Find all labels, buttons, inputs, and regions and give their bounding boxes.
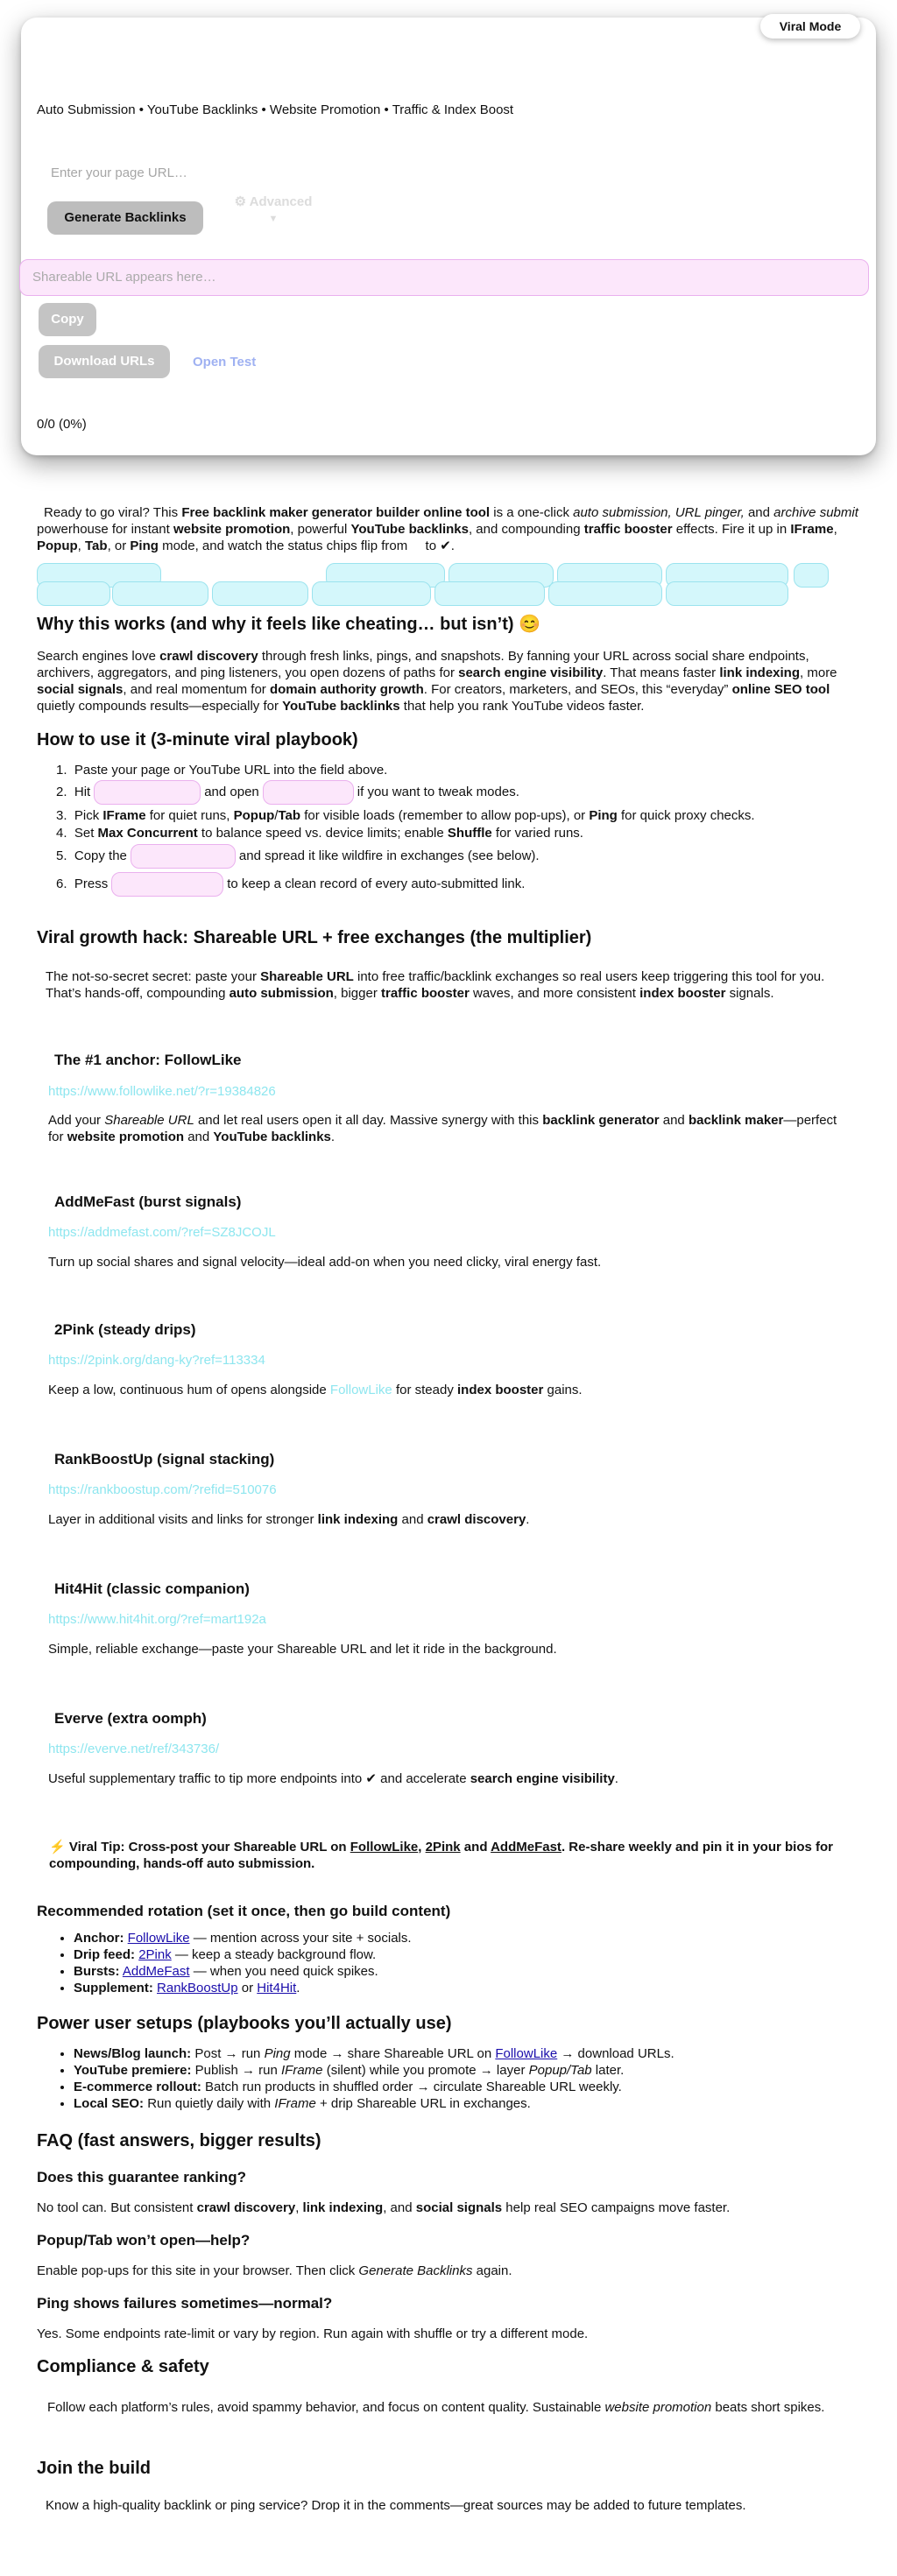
power-heading: Power user setups (playbooks you’ll actually use)	[37, 2014, 452, 2033]
status-chip	[312, 581, 431, 606]
exchange-description: Layer in additional visits and links for stronger link indexing and crawl discovery.	[48, 1512, 530, 1527]
generate-chip[interactable]	[94, 780, 201, 805]
status-chip	[212, 581, 308, 606]
list-item: • YouTube premiere: Publish → run IFrame (silent) while you promote → layer Popup/Tab later.	[74, 2062, 675, 2079]
power-list	[74, 2045, 675, 2112]
faq-question: Ping shows failures sometimes—normal?	[37, 2295, 333, 2312]
growth-heading: Viral growth hack: Shareable URL + free exchanges (the multiplier)	[37, 928, 592, 947]
why-heading: Why this works (and why it feels like cheating… but isn’t) 😊	[37, 615, 540, 634]
intro-paragraph: Ready to go viral? This Free backlink maker generator builder online tool is a one-click auto submission, URL pinger, and archive submit powerhouse for instant website promotion, powerful YouTube backlinks, and compounding traffic booster effects. Fire it up in IFrame, Popup, Tab, or Ping mode, and watch the status chips flip from to ✔.	[37, 505, 858, 553]
exchange-title: Everve (extra oomph)	[54, 1710, 207, 1727]
download-chip[interactable]	[111, 872, 223, 897]
progress-counter: 0/0 (0%)	[37, 417, 87, 432]
exchange-description: Keep a low, continuous hum of opens alongside FollowLike for steady index booster gains.	[48, 1383, 583, 1397]
open-test-link[interactable]: Open Test	[193, 355, 257, 370]
howto-step: 6. Press to keep a clean record of every auto-submitted link.	[56, 870, 871, 898]
status-chip	[112, 581, 208, 606]
exchange-description: Add your Shareable URL and let real users open it all day. Massive synergy with this backlink generator and backlink maker—perfect for website promotion and YouTube backlinks.	[48, 1113, 837, 1144]
howto-heading: How to use it (3-minute viral playbook)	[37, 730, 358, 750]
list-item: • News/Blog launch: Post → run Ping mode → share Shareable URL on FollowLike → download URLs.	[74, 2045, 675, 2062]
exchange-link[interactable]: https://everve.net/ref/343736/	[48, 1742, 220, 1756]
list-item: • E-commerce rollout: Batch run products in shuffled order → circulate Shareable URL weekly.	[74, 2079, 675, 2095]
followlike-link[interactable]: FollowLike	[495, 2046, 558, 2061]
generate-backlinks-button[interactable]: Generate Backlinks	[47, 201, 203, 235]
exchange-title: 2Pink (steady drips)	[54, 1321, 196, 1338]
rotation-list	[74, 1930, 412, 1996]
download-urls-button[interactable]: Download URLs	[39, 345, 170, 378]
advanced-label: ⚙ Advanced	[234, 194, 313, 209]
rotation-heading: Recommended rotation (set it once, then go build content)	[37, 1903, 451, 1919]
status-chip	[548, 581, 662, 606]
tip-addmefast-link[interactable]: AddMeFast	[491, 1840, 562, 1855]
followlike-link[interactable]: FollowLike	[329, 1383, 392, 1397]
rankboostup-link[interactable]: RankBoostUp	[157, 1981, 238, 1995]
exchange-link[interactable]: https://addmefast.com/?ref=SZ8JCOJL	[48, 1225, 276, 1240]
faq-answer: Yes. Some endpoints rate-limit or vary by region. Run again with shuffle or try a different mode.	[37, 2326, 589, 2341]
status-chip	[37, 581, 110, 606]
tip-followlike-link[interactable]: FollowLike	[350, 1840, 419, 1855]
howto-step: 1. Paste your page or YouTube URL into the field above.	[56, 763, 388, 778]
hit4hit-link[interactable]: Hit4Hit	[257, 1981, 297, 1995]
list-item: • Anchor: FollowLike — mention across your site + socials.	[74, 1930, 412, 1946]
join-heading: Join the build	[37, 2459, 151, 2478]
status-chip	[794, 563, 829, 588]
faq-question: Does this guarantee ranking?	[37, 2169, 246, 2185]
exchange-title: Hit4Hit (classic companion)	[54, 1580, 250, 1597]
exchange-description: Useful supplementary traffic to tip more endpoints into ✔ and accelerate search engine visibility.	[48, 1771, 618, 1786]
viral-tip: ⚡ Viral Tip: Cross-post your Shareable URL on FollowLike, 2Pink and AddMeFast. Re-share weekly and pin it in your bios for compounding, hands-off auto submission.	[49, 1840, 834, 1871]
page-url-input[interactable]	[37, 158, 422, 187]
howto-step: 4. Set Max Concurrent to balance speed vs. device limits; enable Shuffle for varied runs.	[56, 826, 583, 841]
list-item: • Drip feed: 2Pink — keep a steady background flow.	[74, 1946, 412, 1963]
tool-tagline: Auto Submission • YouTube Backlinks • Website Promotion • Traffic & Index Boost	[37, 102, 514, 117]
howto-step: 5. Copy the and spread it like wildfire in exchanges (see below).	[56, 842, 871, 870]
exchange-link[interactable]: https://rankboostup.com/?refid=510076	[48, 1482, 277, 1497]
exchange-title: RankBoostUp (signal stacking)	[54, 1451, 275, 1467]
addmefast-link[interactable]: AddMeFast	[122, 1964, 190, 1979]
howto-step: 3. Pick IFrame for quiet runs, Popup/Tab for visible loads (remember to allow pop-ups), or Ping for quick proxy checks.	[56, 808, 755, 823]
join-paragraph: Know a high-quality backlink or ping service? Drop it in the comments—great sources may be added to future templates.	[46, 2498, 746, 2513]
advanced-toggle[interactable]	[230, 193, 317, 226]
why-paragraph: Search engines love crawl discovery through fresh links, pings, and snapshots. By fanning your URL across social share endpoints, archivers, aggregators, and ping listeners, you open dozens of paths for search engine visibility. That means faster link indexing, more social signals, and real momentum for domain authority growth. For creators, marketers, and SEOs, this “everyday” online SEO tool quietly compounds results—especially for YouTube backlinks that help you rank YouTube videos faster.	[37, 649, 837, 714]
copy-button[interactable]: Copy	[39, 303, 96, 336]
2pink-link[interactable]: 2Pink	[138, 1947, 172, 1962]
exchange-link[interactable]: https://2pink.org/dang-ky?ref=113334	[48, 1353, 265, 1368]
faq-question: Popup/Tab won’t open—help?	[37, 2232, 251, 2249]
faq-answer: Enable pop-ups for this site in your browser. Then click Generate Backlinks again.	[37, 2263, 512, 2278]
faq-answer: No tool can. But consistent crawl discovery, link indexing, and social signals help real SEO campaigns move faster.	[37, 2200, 731, 2215]
exchange-description: Turn up social shares and signal velocity—ideal add-on when you need clicky, viral energy fast.	[48, 1255, 602, 1270]
chevron-down-icon: ▼	[268, 214, 279, 224]
shareable-url-chip[interactable]	[131, 844, 236, 869]
status-chip	[434, 581, 545, 606]
exchange-link[interactable]: https://www.followlike.net/?r=19384826	[48, 1084, 276, 1099]
exchange-title: AddMeFast (burst signals)	[54, 1193, 242, 1210]
tip-2pink-link[interactable]: 2Pink	[425, 1840, 461, 1855]
howto-steps	[56, 762, 871, 898]
viral-mode-button[interactable]: Viral Mode	[760, 14, 860, 39]
advanced-chip[interactable]	[263, 780, 354, 805]
followlike-link[interactable]: FollowLike	[127, 1931, 190, 1946]
shareable-url-field[interactable]: Shareable URL appears here…	[19, 259, 869, 296]
faq-heading: FAQ (fast answers, bigger results)	[37, 2131, 321, 2150]
compliance-heading: Compliance & safety	[37, 2357, 209, 2376]
exchange-description: Simple, reliable exchange—paste your Shareable URL and let it ride in the background.	[48, 1642, 557, 1657]
compliance-paragraph: Follow each platform’s rules, avoid spammy behavior, and focus on content quality. Sustainable website promotion beats short spikes.	[47, 2400, 825, 2415]
status-chip	[666, 581, 788, 606]
exchange-link[interactable]: https://www.hit4hit.org/?ref=mart192a	[48, 1612, 266, 1627]
backlink-tool-card	[21, 18, 876, 455]
growth-paragraph: The not-so-secret secret: paste your Shareable URL into free traffic/backlink exchanges so real users keep triggering this tool for you. That’s hands-off, compounding auto submission, bigger traffic booster waves, and more consistent index booster signals.	[46, 969, 825, 1001]
howto-step: 2. Hit and open if you want to tweak modes.	[56, 779, 871, 806]
list-item: • Supplement: RankBoostUp or Hit4Hit.	[74, 1980, 412, 1996]
list-item: • Local SEO: Run quietly daily with IFrame + drip Shareable URL in exchanges.	[74, 2095, 675, 2112]
exchange-title: The #1 anchor: FollowLike	[54, 1052, 242, 1068]
list-item: • Bursts: AddMeFast — when you need quick spikes.	[74, 1963, 412, 1980]
